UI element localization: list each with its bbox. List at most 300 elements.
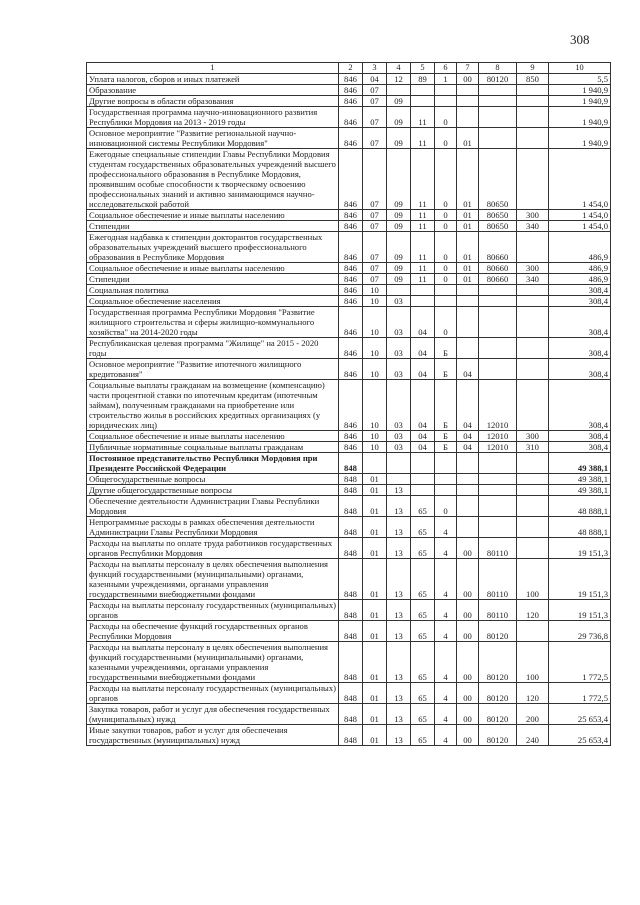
direction-code-cell: 12010 [479,380,517,431]
column-header: 7 [457,63,479,74]
program-code-cell: 65 [411,683,435,704]
event-code-cell: 00 [457,725,479,746]
program-code-cell: 65 [411,559,435,600]
program-code-cell [411,485,435,496]
amount-cell: 486,9 [549,263,611,274]
section-code-cell: 01 [363,517,387,538]
event-code-cell: 01 [457,128,479,149]
header-row [87,63,611,74]
amount-cell: 48 888,1 [549,517,611,538]
table-row [87,210,611,221]
direction-code-cell: 80120 [479,74,517,85]
column-header: 9 [517,63,549,74]
direction-code-cell: 80650 [479,149,517,210]
section-code-cell: 07 [363,85,387,96]
amount-cell: 1 772,5 [549,642,611,683]
ministry-code-cell: 848 [339,496,363,517]
expense-type-code-cell [517,621,549,642]
expense-type-code-cell [517,496,549,517]
event-code-cell: 00 [457,704,479,725]
amount-cell: 19 151,3 [549,559,611,600]
column-header: 5 [411,63,435,74]
table-row [87,274,611,285]
subsection-code-cell: 09 [387,263,411,274]
column-header: 4 [387,63,411,74]
event-code-cell [457,338,479,359]
expense-type-code-cell: 310 [517,442,549,453]
program-code-cell: 04 [411,307,435,338]
subsection-code-cell: 09 [387,274,411,285]
subprogram-code-cell [435,474,457,485]
table-row [87,538,611,559]
direction-code-cell: 80110 [479,600,517,621]
expense-type-code-cell [517,285,549,296]
ministry-code-cell: 846 [339,296,363,307]
column-header: 10 [549,63,611,74]
expense-type-code-cell [517,359,549,380]
subprogram-code-cell: 0 [435,128,457,149]
event-code-cell [457,517,479,538]
ministry-code-cell: 846 [339,338,363,359]
table-row [87,232,611,263]
ministry-code-cell: 848 [339,642,363,683]
section-code-cell: 10 [363,380,387,431]
ministry-code-cell: 846 [339,74,363,85]
table-row [87,107,611,128]
direction-code-cell [479,107,517,128]
row-name-cell: Ежегодная надбавка к стипендии докторантов государственных образовательных учреждений высшего профессионального образования в Республике Мордовия [87,232,339,263]
amount-cell: 49 388,1 [549,453,611,474]
ministry-code-cell: 846 [339,263,363,274]
table-row [87,725,611,746]
table-row [87,453,611,474]
table-row [87,128,611,149]
subsection-code-cell: 13 [387,559,411,600]
ministry-code-cell: 848 [339,453,363,474]
section-code-cell: 01 [363,474,387,485]
section-code-cell: 10 [363,296,387,307]
amount-cell: 308,4 [549,307,611,338]
row-name-cell: Стипендии [87,274,339,285]
direction-code-cell: 80660 [479,274,517,285]
program-code-cell [411,474,435,485]
subprogram-code-cell: 0 [435,221,457,232]
table-row [87,683,611,704]
subprogram-code-cell: 0 [435,107,457,128]
event-code-cell [457,453,479,474]
column-header: 8 [479,63,517,74]
direction-code-cell: 80660 [479,232,517,263]
direction-code-cell [479,296,517,307]
section-code-cell: 07 [363,149,387,210]
section-code-cell: 07 [363,232,387,263]
subsection-code-cell: 12 [387,74,411,85]
section-code-cell: 01 [363,485,387,496]
ministry-code-cell: 846 [339,274,363,285]
ministry-code-cell: 848 [339,559,363,600]
section-code-cell: 07 [363,128,387,149]
subsection-code-cell: 03 [387,380,411,431]
table-row [87,85,611,96]
event-code-cell [457,474,479,485]
subprogram-code-cell: 4 [435,683,457,704]
section-code-cell: 01 [363,621,387,642]
table-row [87,96,611,107]
ministry-code-cell: 846 [339,210,363,221]
subprogram-code-cell: 4 [435,621,457,642]
direction-code-cell [479,285,517,296]
subprogram-code-cell: Б [435,431,457,442]
row-name-cell: Общегосударственные вопросы [87,474,339,485]
subsection-code-cell: 13 [387,621,411,642]
expense-type-code-cell: 340 [517,274,549,285]
expense-type-code-cell [517,149,549,210]
direction-code-cell [479,453,517,474]
amount-cell: 19 151,3 [549,600,611,621]
amount-cell: 1 940,9 [549,96,611,107]
column-header: 2 [339,63,363,74]
row-name-cell: Социальное обеспечение и иные выплаты населению [87,263,339,274]
table-row [87,338,611,359]
program-code-cell: 04 [411,380,435,431]
table-row [87,380,611,431]
event-code-cell: 00 [457,559,479,600]
ministry-code-cell: 846 [339,442,363,453]
row-name-cell: Образование [87,85,339,96]
expense-type-code-cell [517,517,549,538]
direction-code-cell [479,517,517,538]
table-row [87,642,611,683]
section-code-cell: 07 [363,210,387,221]
row-name-cell: Расходы на обеспечение функций государственных органов Республики Мордовия [87,621,339,642]
subsection-code-cell: 13 [387,704,411,725]
ministry-code-cell: 846 [339,431,363,442]
subsection-code-cell: 13 [387,538,411,559]
program-code-cell: 65 [411,600,435,621]
expense-type-code-cell: 300 [517,263,549,274]
direction-code-cell [479,359,517,380]
expense-type-code-cell [517,453,549,474]
event-code-cell: 00 [457,538,479,559]
subprogram-code-cell: Б [435,338,457,359]
direction-code-cell [479,485,517,496]
expense-type-code-cell: 850 [517,74,549,85]
direction-code-cell [479,474,517,485]
row-name-cell: Другие вопросы в области образования [87,96,339,107]
subprogram-code-cell: 0 [435,274,457,285]
ministry-code-cell: 848 [339,725,363,746]
expense-type-code-cell [517,96,549,107]
program-code-cell [411,296,435,307]
ministry-code-cell: 846 [339,285,363,296]
event-code-cell: 04 [457,380,479,431]
table-row [87,559,611,600]
direction-code-cell [479,85,517,96]
section-code-cell: 01 [363,496,387,517]
row-name-cell: Расходы на выплаты персоналу в целях обеспечения выполнения функций государственными (муниципальными) органами, казенными учреждениями, органами управления государственными внебюджетными фондами [87,642,339,683]
section-code-cell: 07 [363,263,387,274]
program-code-cell: 65 [411,517,435,538]
subsection-code-cell: 09 [387,232,411,263]
expense-type-code-cell [517,338,549,359]
program-code-cell [411,285,435,296]
subsection-code-cell: 03 [387,442,411,453]
section-code-cell: 01 [363,538,387,559]
amount-cell: 1 454,0 [549,210,611,221]
subsection-code-cell: 13 [387,600,411,621]
expense-type-code-cell [517,474,549,485]
section-code-cell: 07 [363,274,387,285]
expense-type-code-cell: 120 [517,683,549,704]
subsection-code-cell: 09 [387,149,411,210]
amount-cell: 25 653,4 [549,704,611,725]
expense-type-code-cell: 300 [517,210,549,221]
amount-cell: 25 653,4 [549,725,611,746]
amount-cell: 486,9 [549,232,611,263]
amount-cell: 1 940,9 [549,128,611,149]
ministry-code-cell: 846 [339,380,363,431]
direction-code-cell: 80110 [479,559,517,600]
ministry-code-cell: 846 [339,85,363,96]
subprogram-code-cell: 1 [435,74,457,85]
row-name-cell: Иные закупки товаров, работ и услуг для обеспечения государственных (муниципальных) нужд [87,725,339,746]
direction-code-cell [479,338,517,359]
row-name-cell: Закупка товаров, работ и услуг для обеспечения государственных (муниципальных) нужд [87,704,339,725]
section-code-cell: 10 [363,338,387,359]
subsection-code-cell: 03 [387,307,411,338]
row-name-cell: Обеспечение деятельности Администрации Главы Республики Мордовия [87,496,339,517]
subsection-code-cell: 13 [387,683,411,704]
direction-code-cell [479,496,517,517]
ministry-code-cell: 846 [339,232,363,263]
subprogram-code-cell: Б [435,380,457,431]
table-row [87,221,611,232]
ministry-code-cell: 848 [339,704,363,725]
direction-code-cell [479,96,517,107]
event-code-cell: 00 [457,683,479,704]
row-name-cell: Социальные выплаты гражданам на возмещение (компенсацию) части процентной ставки по ипотечным кредитам (ипотечным займам), полученным гражданами на приобретение или строительство жилья в российских кредитных организациях (у юридических лиц) [87,380,339,431]
ministry-code-cell: 846 [339,128,363,149]
program-code-cell: 65 [411,704,435,725]
column-header: 6 [435,63,457,74]
amount-cell: 29 736,8 [549,621,611,642]
expense-type-code-cell: 100 [517,642,549,683]
subprogram-code-cell: 4 [435,559,457,600]
expense-type-code-cell [517,296,549,307]
direction-code-cell: 80120 [479,704,517,725]
direction-code-cell: 80120 [479,621,517,642]
amount-cell: 308,4 [549,338,611,359]
column-header: 3 [363,63,387,74]
amount-cell: 308,4 [549,431,611,442]
page-number: 308 [570,32,590,47]
expense-type-code-cell [517,85,549,96]
direction-code-cell: 80120 [479,725,517,746]
section-code-cell: 01 [363,559,387,600]
row-name-cell: Стипендии [87,221,339,232]
amount-cell: 49 388,1 [549,474,611,485]
table-row [87,600,611,621]
subprogram-code-cell: Б [435,442,457,453]
expense-type-code-cell [517,107,549,128]
program-code-cell: 89 [411,74,435,85]
table-row [87,285,611,296]
event-code-cell [457,85,479,96]
row-name-cell: Уплата налогов, сборов и иных платежей [87,74,339,85]
event-code-cell: 01 [457,149,479,210]
program-code-cell: 04 [411,359,435,380]
expense-type-code-cell: 300 [517,431,549,442]
direction-code-cell: 80120 [479,642,517,683]
subsection-code-cell: 09 [387,210,411,221]
program-code-cell [411,85,435,96]
event-code-cell: 04 [457,431,479,442]
table-row [87,359,611,380]
ministry-code-cell: 848 [339,683,363,704]
section-code-cell: 07 [363,221,387,232]
expense-type-code-cell [517,538,549,559]
program-code-cell: 11 [411,221,435,232]
budget-table [86,62,611,746]
subprogram-code-cell: Б [435,359,457,380]
subprogram-code-cell: 4 [435,704,457,725]
row-name-cell: Социальное обеспечение и иные выплаты населению [87,210,339,221]
subprogram-code-cell: 4 [435,517,457,538]
table-row [87,74,611,85]
subsection-code-cell: 09 [387,96,411,107]
ministry-code-cell: 848 [339,621,363,642]
direction-code-cell: 80650 [479,221,517,232]
row-name-cell: Социальная политика [87,285,339,296]
row-name-cell: Государственная программа научно-инновационного развития Республики Мордовия на 2013 - 2019 годы [87,107,339,128]
event-code-cell: 00 [457,600,479,621]
row-name-cell: Непрограммные расходы в рамках обеспечения деятельности Администрации Главы Республики Мордовия [87,517,339,538]
subprogram-code-cell: 0 [435,149,457,210]
subsection-code-cell: 13 [387,496,411,517]
program-code-cell: 65 [411,725,435,746]
subprogram-code-cell [435,96,457,107]
subsection-code-cell: 03 [387,359,411,380]
program-code-cell: 11 [411,232,435,263]
row-name-cell: Расходы на выплаты персоналу государственных (муниципальных) органов [87,600,339,621]
section-code-cell: 10 [363,307,387,338]
row-name-cell: Основное мероприятие "Развитие ипотечного жилищного кредитования" [87,359,339,380]
section-code-cell: 04 [363,74,387,85]
section-code-cell: 07 [363,107,387,128]
expense-type-code-cell: 100 [517,559,549,600]
table-row [87,485,611,496]
event-code-cell: 01 [457,210,479,221]
subsection-code-cell [387,453,411,474]
program-code-cell: 11 [411,149,435,210]
program-code-cell: 04 [411,338,435,359]
subprogram-code-cell: 4 [435,600,457,621]
amount-cell: 308,4 [549,442,611,453]
subsection-code-cell: 03 [387,296,411,307]
row-name-cell: Другие общегосударственные вопросы [87,485,339,496]
table-row [87,263,611,274]
expense-type-code-cell [517,380,549,431]
subsection-code-cell: 09 [387,107,411,128]
expense-type-code-cell: 240 [517,725,549,746]
amount-cell: 5,5 [549,74,611,85]
amount-cell: 48 888,1 [549,496,611,517]
event-code-cell [457,485,479,496]
table-row [87,704,611,725]
ministry-code-cell: 848 [339,485,363,496]
program-code-cell: 65 [411,496,435,517]
ministry-code-cell: 846 [339,359,363,380]
column-header: 1 [87,63,339,74]
amount-cell: 1 940,9 [549,107,611,128]
expense-type-code-cell [517,307,549,338]
subprogram-code-cell: 4 [435,642,457,683]
subprogram-code-cell: 0 [435,307,457,338]
direction-code-cell [479,307,517,338]
row-name-cell: Государственная программа Республики Мордовия "Развитие жилищного строительства и сферы жилищно-коммунального хозяйства" на 2014-2020 годы [87,307,339,338]
section-code-cell: 10 [363,285,387,296]
amount-cell: 1 454,0 [549,149,611,210]
subsection-code-cell [387,85,411,96]
table-body [87,63,611,746]
section-code-cell: 01 [363,642,387,683]
table-row [87,442,611,453]
amount-cell: 49 388,1 [549,485,611,496]
subprogram-code-cell: 0 [435,496,457,517]
section-code-cell [363,453,387,474]
event-code-cell [457,496,479,517]
row-name-cell: Социальное обеспечение населения [87,296,339,307]
ministry-code-cell: 846 [339,96,363,107]
program-code-cell: 04 [411,431,435,442]
table-row [87,296,611,307]
amount-cell: 308,4 [549,285,611,296]
table-row [87,474,611,485]
subsection-code-cell [387,285,411,296]
row-name-cell: Расходы на выплаты персоналу государственных (муниципальных) органов [87,683,339,704]
ministry-code-cell: 848 [339,474,363,485]
subprogram-code-cell [435,296,457,307]
subprogram-code-cell: 0 [435,263,457,274]
row-name-cell: Расходы на выплаты персоналу в целях обеспечения выполнения функций государственными (муниципальными) органами, казенными учреждениями, органами управления государственными внебюджетными фондами [87,559,339,600]
subsection-code-cell: 13 [387,725,411,746]
section-code-cell: 10 [363,442,387,453]
event-code-cell: 00 [457,74,479,85]
subprogram-code-cell: 0 [435,210,457,221]
section-code-cell: 01 [363,683,387,704]
program-code-cell: 65 [411,538,435,559]
event-code-cell: 01 [457,263,479,274]
subsection-code-cell: 09 [387,221,411,232]
row-name-cell: Расходы на выплаты по оплате труда работников государственных органов Республики Мордовия [87,538,339,559]
subsection-code-cell: 03 [387,338,411,359]
expense-type-code-cell: 340 [517,221,549,232]
direction-code-cell: 80660 [479,263,517,274]
amount-cell: 486,9 [549,274,611,285]
ministry-code-cell: 846 [339,307,363,338]
event-code-cell: 00 [457,621,479,642]
ministry-code-cell: 846 [339,107,363,128]
expense-type-code-cell [517,232,549,263]
subprogram-code-cell: 0 [435,232,457,263]
direction-code-cell [479,128,517,149]
amount-cell: 1 772,5 [549,683,611,704]
table-row [87,621,611,642]
section-code-cell: 01 [363,704,387,725]
event-code-cell [457,107,479,128]
table-row [87,307,611,338]
expense-type-code-cell: 200 [517,704,549,725]
